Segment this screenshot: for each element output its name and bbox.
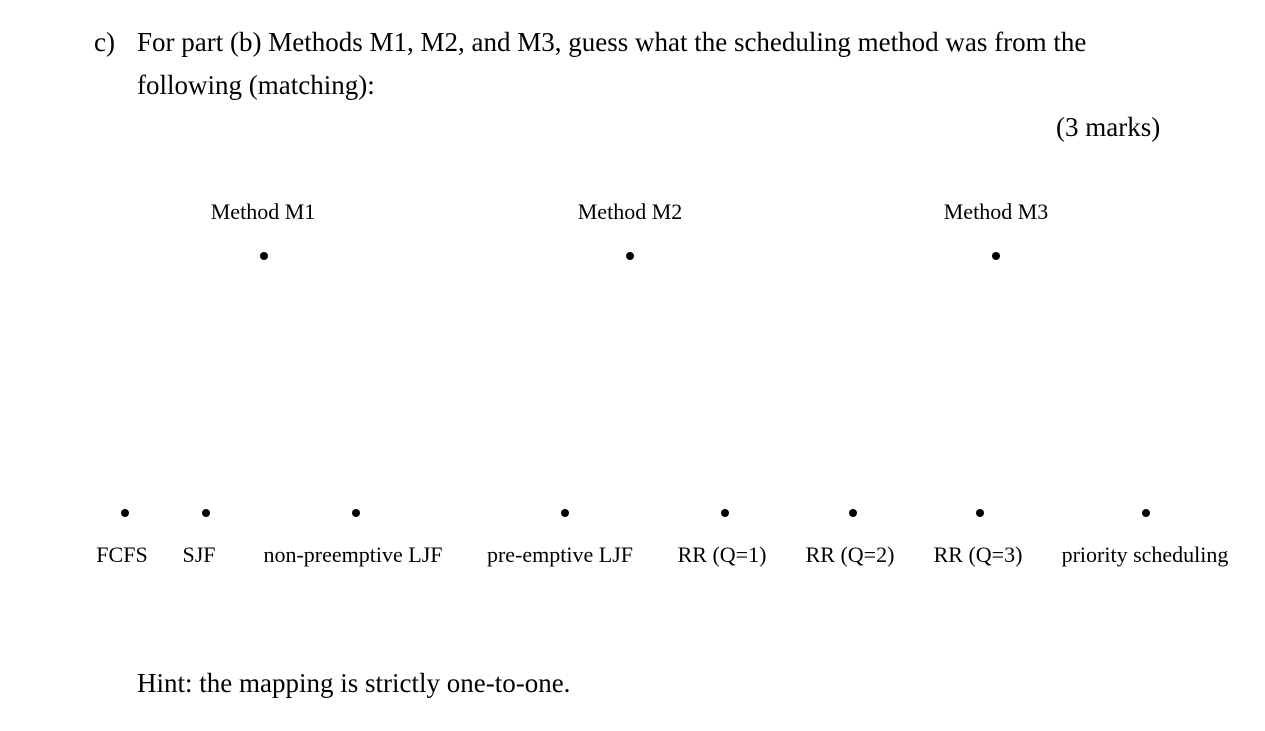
hint-text: Hint: the mapping is strictly one-to-one. [137,668,571,698]
option-sjf-dot[interactable] [202,509,210,517]
method-m1-label: Method M1 [210,199,316,224]
option-sjf-label: SJF [182,542,216,567]
marks-label: (3 marks) [1056,112,1161,142]
method-m1-dot[interactable] [260,252,268,260]
question-text-line2: following (matching): [137,70,375,100]
method-m3-label: Method M3 [943,199,1049,224]
option-rr-q2-label: RR (Q=2) [805,542,895,567]
question-text-line1: For part (b) Methods M1, M2, and M3, guess what the scheduling method was from the [137,27,1087,57]
option-rr-q1-label: RR (Q=1) [677,542,767,567]
option-preemptive-ljf-dot[interactable] [561,509,569,517]
option-priority-scheduling-dot[interactable] [1142,509,1150,517]
option-preemptive-ljf-label: pre-emptive LJF [486,542,634,567]
option-priority-scheduling-label: priority scheduling [1061,542,1229,567]
option-rr-q3-dot[interactable] [976,509,984,517]
method-m2-dot[interactable] [626,252,634,260]
method-m3-dot[interactable] [992,252,1000,260]
option-fcfs-dot[interactable] [121,509,129,517]
option-rr-q3-label: RR (Q=3) [933,542,1023,567]
question-label: c) [94,27,115,57]
option-rr-q1-dot[interactable] [721,509,729,517]
option-fcfs-label: FCFS [96,542,148,567]
method-m2-label: Method M2 [577,199,683,224]
option-nonpreemptive-ljf-label: non-preemptive LJF [263,542,443,567]
option-rr-q2-dot[interactable] [849,509,857,517]
option-nonpreemptive-ljf-dot[interactable] [352,509,360,517]
